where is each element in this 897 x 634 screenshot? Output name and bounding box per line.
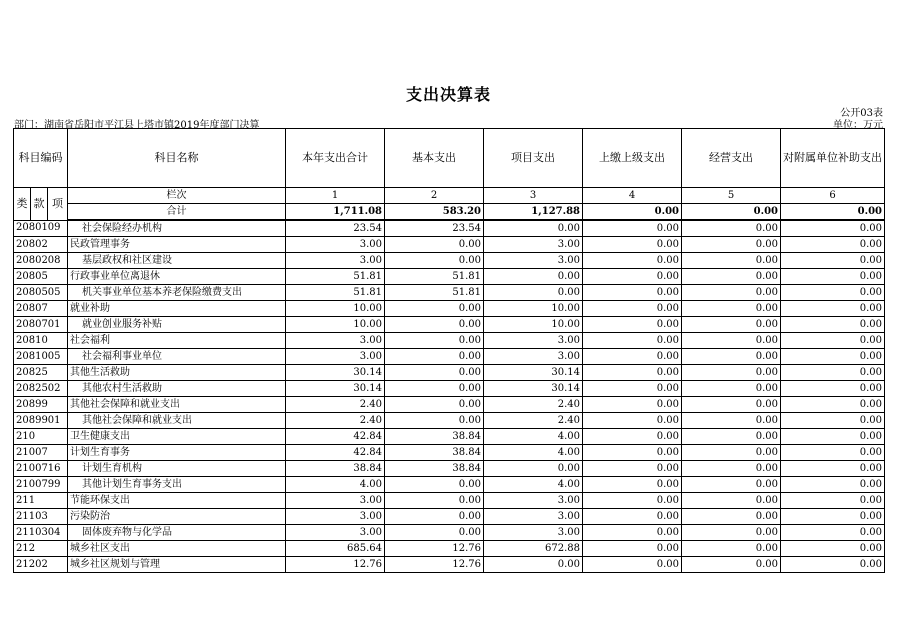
row-basic: 0.00 <box>385 365 484 381</box>
row-subsidy: 0.00 <box>781 333 885 349</box>
row-basic: 0.00 <box>385 317 484 333</box>
table-row <box>14 317 885 333</box>
table-row <box>14 333 885 349</box>
table-row <box>14 525 885 541</box>
table-row <box>14 237 885 253</box>
row-name: 计划生育事务 <box>68 445 286 461</box>
row-subsidy: 0.00 <box>781 445 885 461</box>
row-project: 3.00 <box>484 333 583 349</box>
row-upper: 0.00 <box>583 493 682 509</box>
summary-project: 1,127.88 <box>484 204 583 221</box>
header-basic: 基本支出 <box>385 129 484 188</box>
row-name: 污染防治 <box>68 509 286 525</box>
row-upper: 0.00 <box>583 317 682 333</box>
row-upper: 0.00 <box>583 269 682 285</box>
row-upper: 0.00 <box>583 477 682 493</box>
row-basic: 38.84 <box>385 461 484 477</box>
table-row <box>14 557 885 573</box>
row-upper: 0.00 <box>583 525 682 541</box>
table-row <box>14 301 885 317</box>
row-subsidy: 0.00 <box>781 509 885 525</box>
row-basic: 0.00 <box>385 477 484 493</box>
row-basic: 0.00 <box>385 509 484 525</box>
row-business: 0.00 <box>682 413 781 429</box>
row-business: 0.00 <box>682 381 781 397</box>
row-code: 210 <box>14 429 68 445</box>
row-upper: 0.00 <box>583 333 682 349</box>
row-total: 3.00 <box>286 237 385 253</box>
row-project: 3.00 <box>484 509 583 525</box>
row-upper: 0.00 <box>583 349 682 365</box>
row-code: 2080208 <box>14 253 68 269</box>
row-business: 0.00 <box>682 269 781 285</box>
table-row <box>14 397 885 413</box>
row-total: 3.00 <box>286 253 385 269</box>
row-basic: 0.00 <box>385 301 484 317</box>
row-subsidy: 0.00 <box>781 541 885 557</box>
summary-upper: 0.00 <box>583 204 682 221</box>
table-row <box>14 461 885 477</box>
row-business: 0.00 <box>682 220 781 237</box>
row-subsidy: 0.00 <box>781 269 885 285</box>
row-name: 行政事业单位离退休 <box>68 269 286 285</box>
column-number-4: 4 <box>583 188 682 204</box>
row-project: 0.00 <box>484 461 583 477</box>
row-total: 30.14 <box>286 365 385 381</box>
row-project: 3.00 <box>484 253 583 269</box>
header-business: 经营支出 <box>682 129 781 188</box>
header-name: 科目名称 <box>68 129 286 188</box>
summary-subsidy: 0.00 <box>781 204 885 221</box>
row-name: 其他社会保障和就业支出 <box>68 397 286 413</box>
row-name: 城乡社区规划与管理 <box>68 557 286 573</box>
column-number-2: 2 <box>385 188 484 204</box>
row-total: 3.00 <box>286 525 385 541</box>
row-total: 51.81 <box>286 285 385 301</box>
report-title: 支出决算表 <box>405 85 491 104</box>
column-number-1: 1 <box>286 188 385 204</box>
row-total: 42.84 <box>286 429 385 445</box>
row-basic: 23.54 <box>385 220 484 237</box>
row-code: 20825 <box>14 365 68 381</box>
row-subsidy: 0.00 <box>781 477 885 493</box>
column-number-5: 5 <box>682 188 781 204</box>
row-project: 0.00 <box>484 269 583 285</box>
row-name: 其他社会保障和就业支出 <box>68 413 286 429</box>
row-name: 其他生活救助 <box>68 365 286 381</box>
row-basic: 12.76 <box>385 557 484 573</box>
header-lei: 类 <box>14 188 31 221</box>
column-number-row <box>14 188 885 204</box>
row-total: 2.40 <box>286 413 385 429</box>
row-upper: 0.00 <box>583 461 682 477</box>
row-name: 其他计划生育事务支出 <box>68 477 286 493</box>
row-code: 20802 <box>14 237 68 253</box>
row-basic: 0.00 <box>385 349 484 365</box>
row-business: 0.00 <box>682 253 781 269</box>
table-row <box>14 445 885 461</box>
table-row <box>14 365 885 381</box>
table-row <box>14 220 885 237</box>
header-subsidy: 对附属单位补助支出 <box>781 129 885 188</box>
row-name: 社会福利事业单位 <box>68 349 286 365</box>
row-business: 0.00 <box>682 333 781 349</box>
row-code: 21103 <box>14 509 68 525</box>
row-code: 2100799 <box>14 477 68 493</box>
table-row <box>14 509 885 525</box>
row-basic: 0.00 <box>385 493 484 509</box>
row-subsidy: 0.00 <box>781 493 885 509</box>
row-business: 0.00 <box>682 365 781 381</box>
row-code: 2080701 <box>14 317 68 333</box>
row-business: 0.00 <box>682 493 781 509</box>
row-name: 基层政权和社区建设 <box>68 253 286 269</box>
row-basic: 38.84 <box>385 445 484 461</box>
row-code: 20899 <box>14 397 68 413</box>
row-name: 社会福利 <box>68 333 286 349</box>
row-subsidy: 0.00 <box>781 349 885 365</box>
row-business: 0.00 <box>682 477 781 493</box>
row-name: 就业补助 <box>68 301 286 317</box>
row-name: 固体废弃物与化学品 <box>68 525 286 541</box>
row-upper: 0.00 <box>583 237 682 253</box>
table-row <box>14 381 885 397</box>
row-total: 23.54 <box>286 220 385 237</box>
row-code: 2080505 <box>14 285 68 301</box>
row-subsidy: 0.00 <box>781 525 885 541</box>
row-project: 3.00 <box>484 237 583 253</box>
row-name: 节能环保支出 <box>68 493 286 509</box>
row-code: 21007 <box>14 445 68 461</box>
row-name: 计划生育机构 <box>68 461 286 477</box>
row-total: 10.00 <box>286 301 385 317</box>
row-total: 3.00 <box>286 493 385 509</box>
row-code: 20807 <box>14 301 68 317</box>
header-total: 本年支出合计 <box>286 129 385 188</box>
row-project: 4.00 <box>484 445 583 461</box>
row-project: 3.00 <box>484 525 583 541</box>
row-project: 10.00 <box>484 301 583 317</box>
header-code: 科目编码 <box>14 129 68 188</box>
row-upper: 0.00 <box>583 253 682 269</box>
header-xiang: 项 <box>48 188 68 221</box>
row-subsidy: 0.00 <box>781 317 885 333</box>
row-code: 2082502 <box>14 381 68 397</box>
row-basic: 0.00 <box>385 237 484 253</box>
unit-label: 单位：万元 <box>833 120 883 131</box>
row-subsidy: 0.00 <box>781 413 885 429</box>
row-subsidy: 0.00 <box>781 429 885 445</box>
table-row <box>14 253 885 269</box>
row-business: 0.00 <box>682 445 781 461</box>
row-subsidy: 0.00 <box>781 220 885 237</box>
row-name: 卫生健康支出 <box>68 429 286 445</box>
table-row <box>14 541 885 557</box>
row-total: 2.40 <box>286 397 385 413</box>
row-total: 30.14 <box>286 381 385 397</box>
row-business: 0.00 <box>682 237 781 253</box>
row-upper: 0.00 <box>583 220 682 237</box>
row-upper: 0.00 <box>583 381 682 397</box>
header-upper: 上缴上级支出 <box>583 129 682 188</box>
summary-label: 合计 <box>68 204 286 221</box>
row-subsidy: 0.00 <box>781 557 885 573</box>
row-basic: 0.00 <box>385 333 484 349</box>
row-total: 3.00 <box>286 349 385 365</box>
header-row <box>14 129 885 188</box>
row-subsidy: 0.00 <box>781 301 885 317</box>
row-name: 机关事业单位基本养老保险缴费支出 <box>68 285 286 301</box>
row-subsidy: 0.00 <box>781 397 885 413</box>
row-code: 2080109 <box>14 220 68 237</box>
table-row <box>14 493 885 509</box>
row-upper: 0.00 <box>583 397 682 413</box>
form-code: 公开03表 <box>840 108 883 119</box>
row-code: 211 <box>14 493 68 509</box>
row-business: 0.00 <box>682 541 781 557</box>
row-project: 30.14 <box>484 381 583 397</box>
row-total: 4.00 <box>286 477 385 493</box>
row-project: 3.00 <box>484 493 583 509</box>
row-total: 42.84 <box>286 445 385 461</box>
row-project: 672.88 <box>484 541 583 557</box>
row-total: 685.64 <box>286 541 385 557</box>
row-code: 21202 <box>14 557 68 573</box>
row-total: 3.00 <box>286 333 385 349</box>
summary-basic: 583.20 <box>385 204 484 221</box>
row-project: 10.00 <box>484 317 583 333</box>
row-name: 其他农村生活救助 <box>68 381 286 397</box>
row-code: 2100716 <box>14 461 68 477</box>
row-business: 0.00 <box>682 301 781 317</box>
header-kuan: 款 <box>31 188 48 221</box>
row-basic: 12.76 <box>385 541 484 557</box>
row-upper: 0.00 <box>583 301 682 317</box>
column-label: 栏次 <box>68 188 286 204</box>
row-upper: 0.00 <box>583 557 682 573</box>
table-row <box>14 413 885 429</box>
row-basic: 51.81 <box>385 285 484 301</box>
row-business: 0.00 <box>682 509 781 525</box>
row-total: 12.76 <box>286 557 385 573</box>
row-code: 2110304 <box>14 525 68 541</box>
row-project: 2.40 <box>484 413 583 429</box>
row-code: 2089901 <box>14 413 68 429</box>
row-upper: 0.00 <box>583 445 682 461</box>
row-upper: 0.00 <box>583 541 682 557</box>
row-upper: 0.00 <box>583 413 682 429</box>
table-row <box>14 477 885 493</box>
summary-total: 1,711.08 <box>286 204 385 221</box>
row-project: 2.40 <box>484 397 583 413</box>
column-number-3: 3 <box>484 188 583 204</box>
column-number-6: 6 <box>781 188 885 204</box>
row-total: 3.00 <box>286 509 385 525</box>
row-basic: 0.00 <box>385 413 484 429</box>
row-project: 0.00 <box>484 220 583 237</box>
row-project: 0.00 <box>484 557 583 573</box>
table-row <box>14 285 885 301</box>
row-business: 0.00 <box>682 557 781 573</box>
row-upper: 0.00 <box>583 429 682 445</box>
row-code: 20810 <box>14 333 68 349</box>
table-row <box>14 429 885 445</box>
row-name: 就业创业服务补贴 <box>68 317 286 333</box>
row-business: 0.00 <box>682 429 781 445</box>
table-row <box>14 269 885 285</box>
row-business: 0.00 <box>682 349 781 365</box>
row-upper: 0.00 <box>583 285 682 301</box>
row-basic: 51.81 <box>385 269 484 285</box>
table-row <box>14 349 885 365</box>
row-business: 0.00 <box>682 525 781 541</box>
department-label: 部门：湖南省岳阳市平江县上塔市镇2019年度部门决算 <box>14 120 260 131</box>
row-basic: 0.00 <box>385 381 484 397</box>
row-upper: 0.00 <box>583 365 682 381</box>
row-subsidy: 0.00 <box>781 253 885 269</box>
row-name: 民政管理事务 <box>68 237 286 253</box>
summary-business: 0.00 <box>682 204 781 221</box>
header-project: 项目支出 <box>484 129 583 188</box>
row-basic: 0.00 <box>385 253 484 269</box>
row-business: 0.00 <box>682 317 781 333</box>
row-subsidy: 0.00 <box>781 461 885 477</box>
row-name: 城乡社区支出 <box>68 541 286 557</box>
row-business: 0.00 <box>682 285 781 301</box>
row-subsidy: 0.00 <box>781 381 885 397</box>
row-upper: 0.00 <box>583 509 682 525</box>
row-name: 社会保险经办机构 <box>68 220 286 237</box>
row-subsidy: 0.00 <box>781 237 885 253</box>
row-project: 3.00 <box>484 349 583 365</box>
row-total: 38.84 <box>286 461 385 477</box>
row-business: 0.00 <box>682 397 781 413</box>
row-project: 0.00 <box>484 285 583 301</box>
expenditure-table <box>13 128 885 573</box>
row-project: 30.14 <box>484 365 583 381</box>
row-code: 212 <box>14 541 68 557</box>
row-basic: 0.00 <box>385 397 484 413</box>
row-code: 2081005 <box>14 349 68 365</box>
row-basic: 38.84 <box>385 429 484 445</box>
row-business: 0.00 <box>682 461 781 477</box>
row-subsidy: 0.00 <box>781 285 885 301</box>
row-project: 4.00 <box>484 477 583 493</box>
row-project: 4.00 <box>484 429 583 445</box>
row-total: 51.81 <box>286 269 385 285</box>
row-total: 10.00 <box>286 317 385 333</box>
row-code: 20805 <box>14 269 68 285</box>
row-basic: 0.00 <box>385 525 484 541</box>
row-subsidy: 0.00 <box>781 365 885 381</box>
summary-row <box>14 204 885 221</box>
